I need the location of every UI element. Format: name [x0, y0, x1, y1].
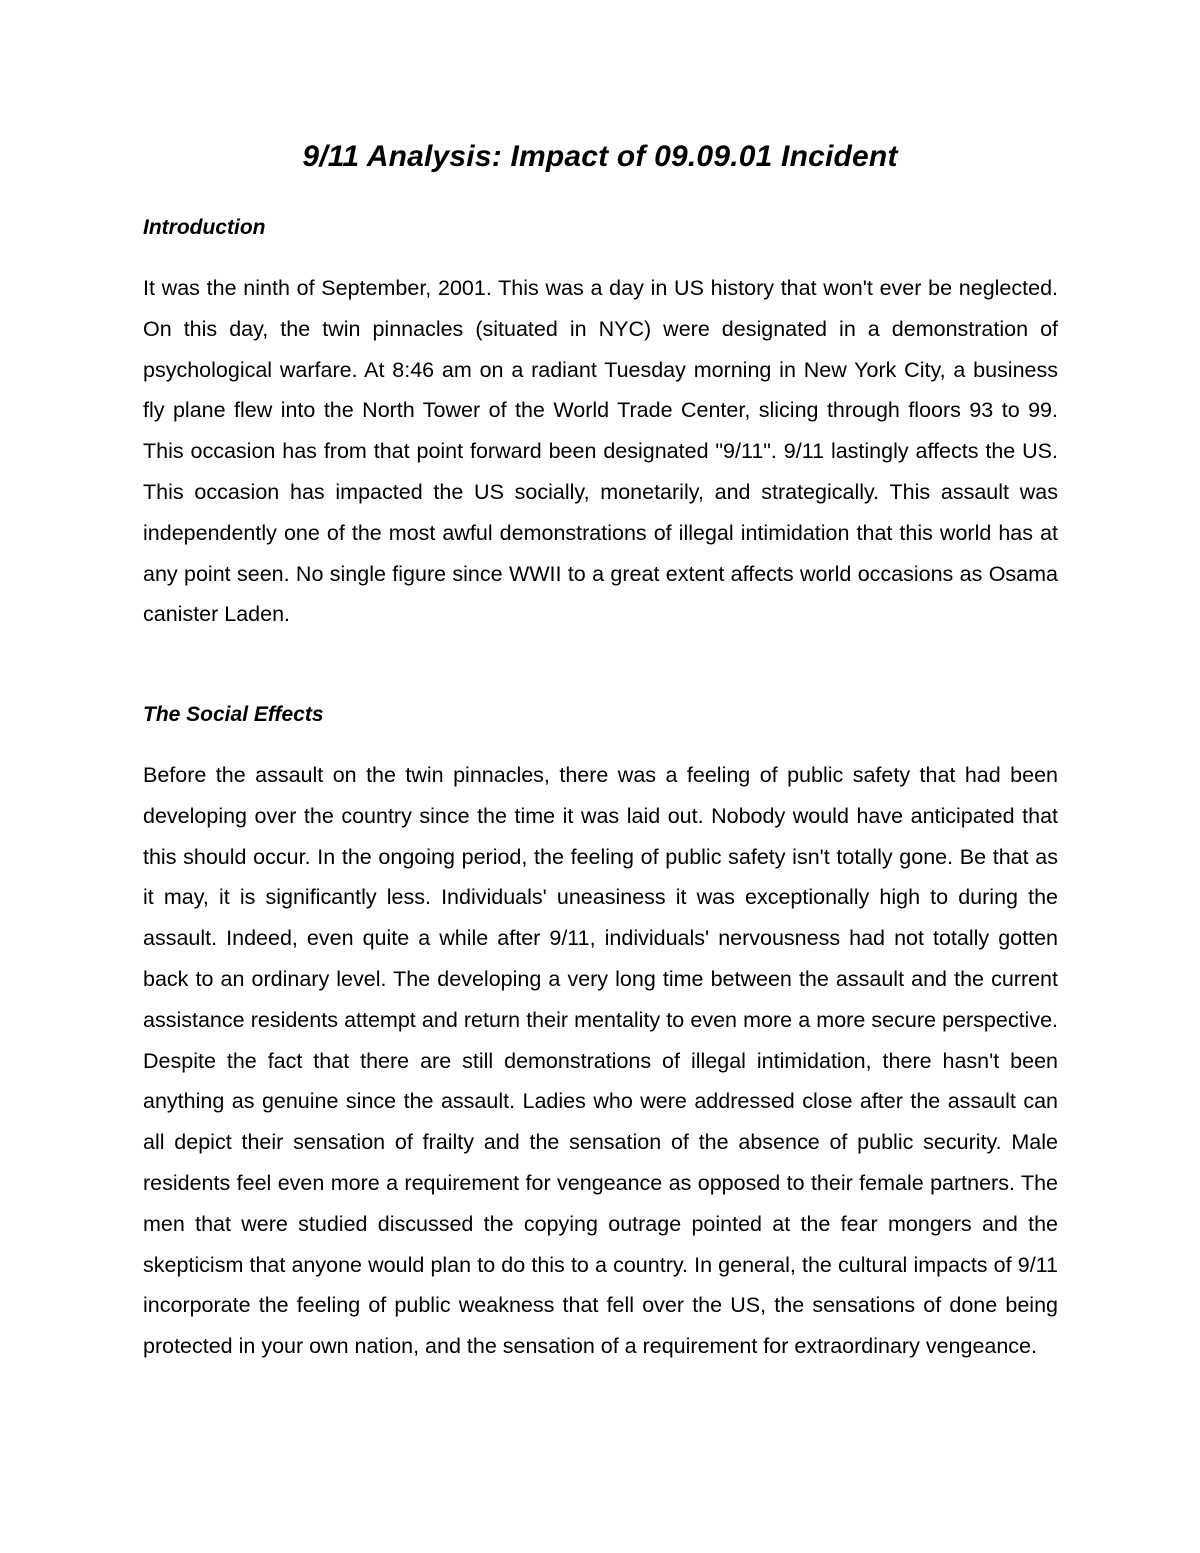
section-heading-social-effects: The Social Effects [143, 703, 324, 726]
social-effects-paragraph: Before the assault on the twin pinnacles, there was a feeling of public safety that had been developing over the country since the time it was laid out. Nobody would have anticipated that this should occur. In the ongoing period, the feeling of public safety isn't totally gone. Be that as it may, it is significantly less. Individuals' uneasiness it was exceptionally high to during the assault. Indeed, even quite a while after 9/11, individuals' nervousness had not totally gotten back to an ordinary level. The developing a very long time between the assault and the current assistance residents attempt and return their mentality to even more a more secure perspective. Despite the fact that there are still demonstrations of illegal intimidation, there hasn't been anything as genuine since the assault. Ladies who were addressed close after the assault can all depict their sensation of frailty and the sensation of the absence of public security. Male residents feel even more a requirement for vengeance as opposed to their female partners. The men that were studied discussed the copying outrage pointed at the fear mongers and the skepticism that anyone would plan to do this to a country. In general, the cultural impacts of 9/11 incorporate the feeling of public weakness that fell over the US, the sensations of done being protected in your own nation, and the sensation of a requirement for extraordinary vengeance. [143, 763, 1058, 1359]
section-heading-introduction: Introduction [143, 216, 266, 239]
document-title: 9/11 Analysis: Impact of 09.09.01 Incident [302, 140, 898, 173]
introduction-paragraph: It was the ninth of September, 2001. This was a day in US history that won't ever be neglected. On this day, the twin pinnacles (situated in NYC) were designated in a demonstration of psychological warfare. At 8:46 am on a radiant Tuesday morning in New York City, a business fly plane flew into the North Tower of the World Trade Center, slicing through floors 93 to 99. This occasion has from that point forward been designated "9/11". 9/11 lastingly affects the US. This occasion has impacted the US socially, monetarily, and strategically. This assault was independently one of the most awful demonstrations of illegal intimidation that this world has at any point seen. No single figure since WWII to a great extent affects world occasions as Osama canister Laden. [143, 276, 1058, 627]
